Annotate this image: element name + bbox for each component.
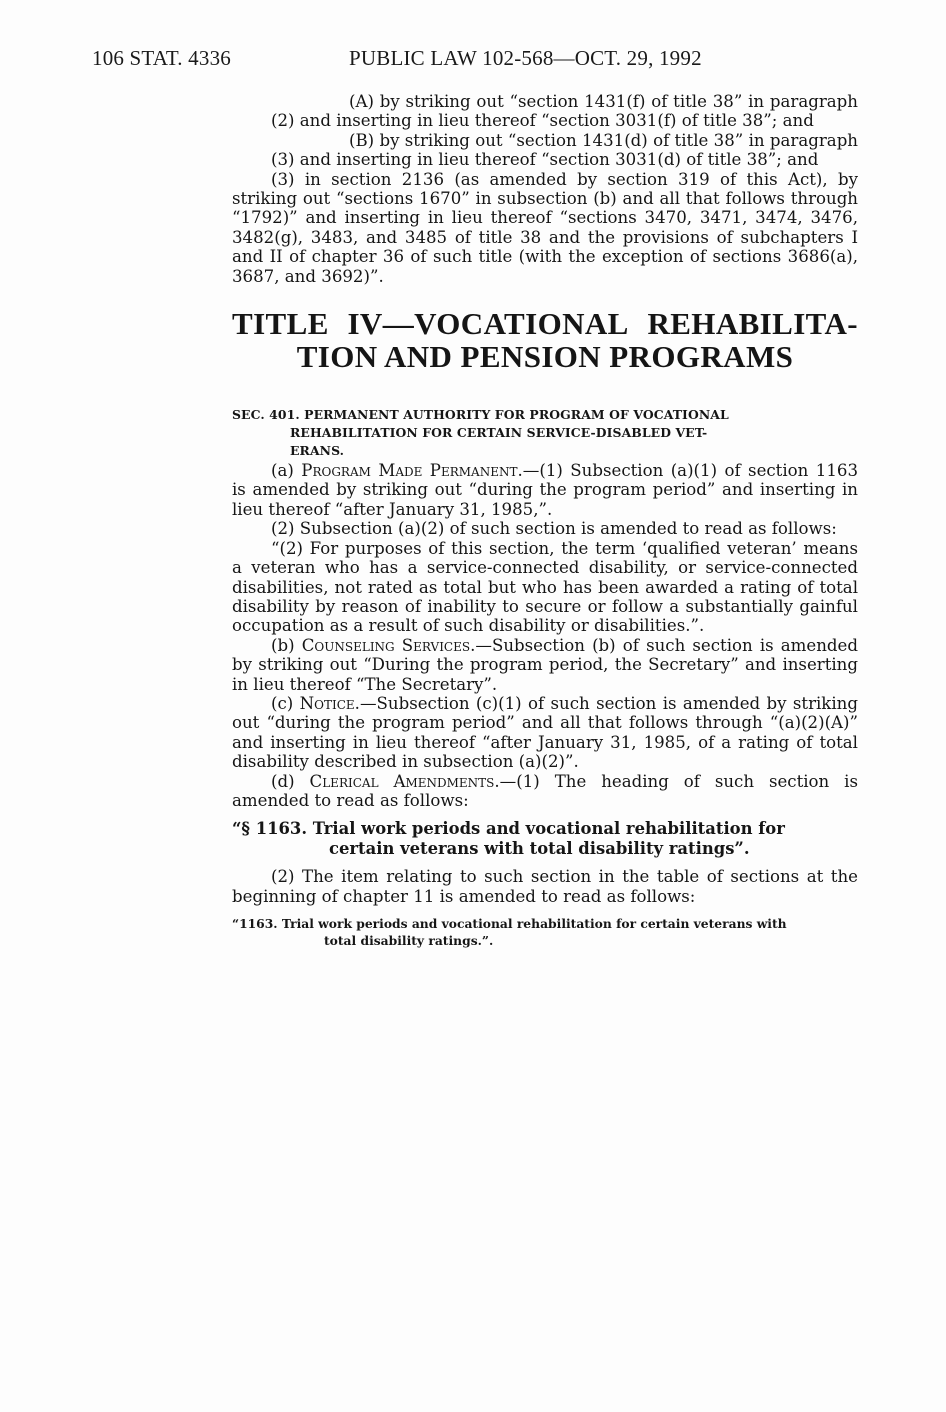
amendment-paragraph-3: (3) in section 2136 (as amended by section 319 of this Act), by striking out “sections 1670” in subsection (b) and all that follows through “1792)” and inserting in lieu thereof “sections 3470, 3471, 3474, 3476, 3482(g), 3483, and 3485 of title 38 and the provisions of subchapters I and II of chapter 36 of such title (with the exception of sections 3686(a), 3687, and 3692)”. [232,169,858,286]
qualified-veteran-definition: “(2) For purposes of this section, the term ‘qualified veteran’ means a veteran who has a service-connected disability, or service-connected disabilities, not rated as total but who has been awarded a rating of total disability by reason of inability to secure or follow a substantially gainful occupation as a result of such disability or disabilities.”. [232,538,858,636]
title-word-3: REHABILITA- [647,306,858,342]
section-number: SEC. 401. [232,407,300,423]
section-heading-line-1 [232,406,858,424]
subsection-a-caption: Program Made Permanent. [301,461,523,481]
subsection-b-label: (b) [271,635,302,655]
section-heading-line-2: REHABILITATION FOR CERTAIN SERVICE-DISABLED VET- [290,425,708,441]
title-heading-line-1 [232,307,858,340]
subsection-d-text: —(1) The heading of such section is amended to read as follows: [232,771,858,810]
amendment-paragraph-a-text: (A) by striking out “section 1431(f) of title 38” in paragraph (2) and inserting in lieu thereof “section 3031(f) of title 38”; and [271,92,858,131]
public-law-reference: PUBLIC LAW 102-568—OCT. 29, 1992 [349,46,702,70]
quoted-section-heading-line-2: certain veterans with total disability ratings”. [329,838,750,858]
subsection-a-text: —(1) Subsection (a)(1) of section 1163 is amended by striking out “during the program period” and inserting in lieu thereof “after January 31, 1985,”. [232,461,858,519]
title-heading [232,307,858,373]
subsection-d-label: (d) [271,771,310,791]
title-word-1: TITLE [232,306,329,342]
subsection-d-paragraph-2: (2) The item relating to such section in the table of sections at the beginning of chapter 11 is amended to read as follows: [232,867,858,906]
amendment-paragraph-b [271,131,858,170]
section-heading-text-1: PERMANENT AUTHORITY FOR PROGRAM OF VOCATIONAL [304,407,729,423]
subsection-b-text: —Subsection (b) of such section is amended by striking out “During the program period, the Secretary” and inserting in lieu thereof “The Secretary”. [232,635,858,694]
table-of-sections-item-line-2: total disability ratings.”. [324,933,494,948]
subsection-a-label: (a) [271,461,302,481]
subsection-c [232,694,858,772]
quoted-section-heading [232,819,858,858]
subsection-c-caption: Notice. [299,693,360,713]
section-heading-line-3: ERANS. [290,443,345,459]
title-word-2: IV—VOCATIONAL [347,306,629,342]
subsection-a [232,461,858,519]
document-body [232,92,858,949]
quoted-section-heading-line-1: “§ 1163. Trial work periods and vocational rehabilitation for [232,819,785,839]
subsection-c-label: (c) [271,693,300,713]
table-of-sections-item [232,915,858,949]
subsection-b-caption: Counseling Services. [301,635,476,655]
subsection-d [232,772,858,811]
section-heading [232,406,858,460]
subsection-a-paragraph-2: (2) Subsection (a)(2) of such section is amended to read as follows: [271,519,837,539]
title-heading-line-2: TION AND PENSION PROGRAMS [296,339,794,375]
amendment-paragraph-b-text: (B) by striking out “section 1431(d) of title 38” in paragraph (3) and inserting in lieu thereof “section 3031(d) of title 38”; and [271,130,858,170]
statute-page-reference: 106 STAT. 4336 [92,46,231,70]
subsection-d-caption: Clerical Amendments. [309,771,500,791]
subsection-c-text: —Subsection (c)(1) of such section is amended by striking out “during the program period” and all that follows through “(a)(2)(A)” and inserting in lieu thereof “after January 31, 1985, of a rating of total disability described in subsection (a)(2)”. [232,693,858,772]
table-of-sections-item-line-1: “1163. Trial work periods and vocational rehabilitation for certain veterans with [232,916,787,931]
subsection-b [232,636,858,694]
amendment-paragraph-a [271,92,858,131]
